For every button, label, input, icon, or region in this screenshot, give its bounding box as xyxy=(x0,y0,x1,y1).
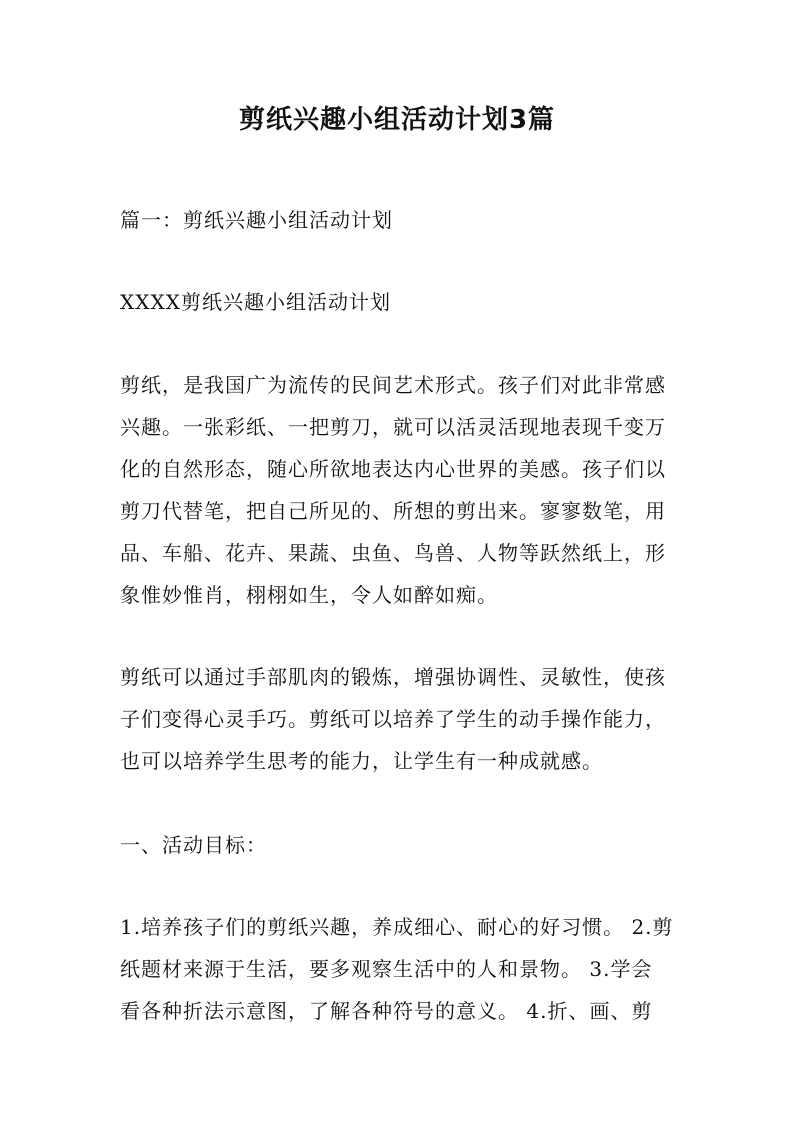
paragraph-line: 剪纸，是我国广为流传的民间艺术形式。孩子们对此非常感 xyxy=(120,373,666,397)
goals-line: 纸题材来源于生活，要多观察生活中的人和景物。 3.学会 xyxy=(120,957,653,981)
paragraph-line: 子们变得心灵手巧。剪纸可以培养了学生的动手操作能力， xyxy=(120,707,666,731)
goals-heading: 一、活动目标： xyxy=(120,833,267,857)
paragraph-line: 剪刀代替笔，把自己所见的、所想的剪出来。寥寥数笔，用 xyxy=(120,499,666,523)
plan-subtitle: XXXX剪纸兴趣小组活动计划 xyxy=(120,290,391,314)
paragraph-line: 品、车船、花卉、果蔬、虫鱼、鸟兽、人物等跃然纸上，形 xyxy=(120,541,666,565)
document-title: 剪纸兴趣小组活动计划3篇 xyxy=(238,105,556,135)
paragraph-line: 剪纸可以通过手部肌肉的锻炼，增强协调性、灵敏性，使孩 xyxy=(120,665,666,689)
paragraph-line: 兴趣。一张彩纸、一把剪刀，就可以活灵活现地表现千变万 xyxy=(120,415,666,439)
section-heading: 篇一：剪纸兴趣小组活动计划 xyxy=(120,208,393,232)
goals-line: 看各种折法示意图，了解各种符号的意义。 4.折、画、剪 xyxy=(120,999,653,1023)
paragraph-line: 象惟妙惟肖，栩栩如生，令人如醉如痴。 xyxy=(120,583,498,607)
goals-line: 1.培养孩子们的剪纸兴趣，养成细心、耐心的好习惯。 2.剪 xyxy=(120,915,674,939)
paragraph-line: 也可以培养学生思考的能力，让学生有一种成就感。 xyxy=(120,749,603,773)
paragraph-line: 化的自然形态，随心所欲地表达内心世界的美感。孩子们以 xyxy=(120,457,666,481)
